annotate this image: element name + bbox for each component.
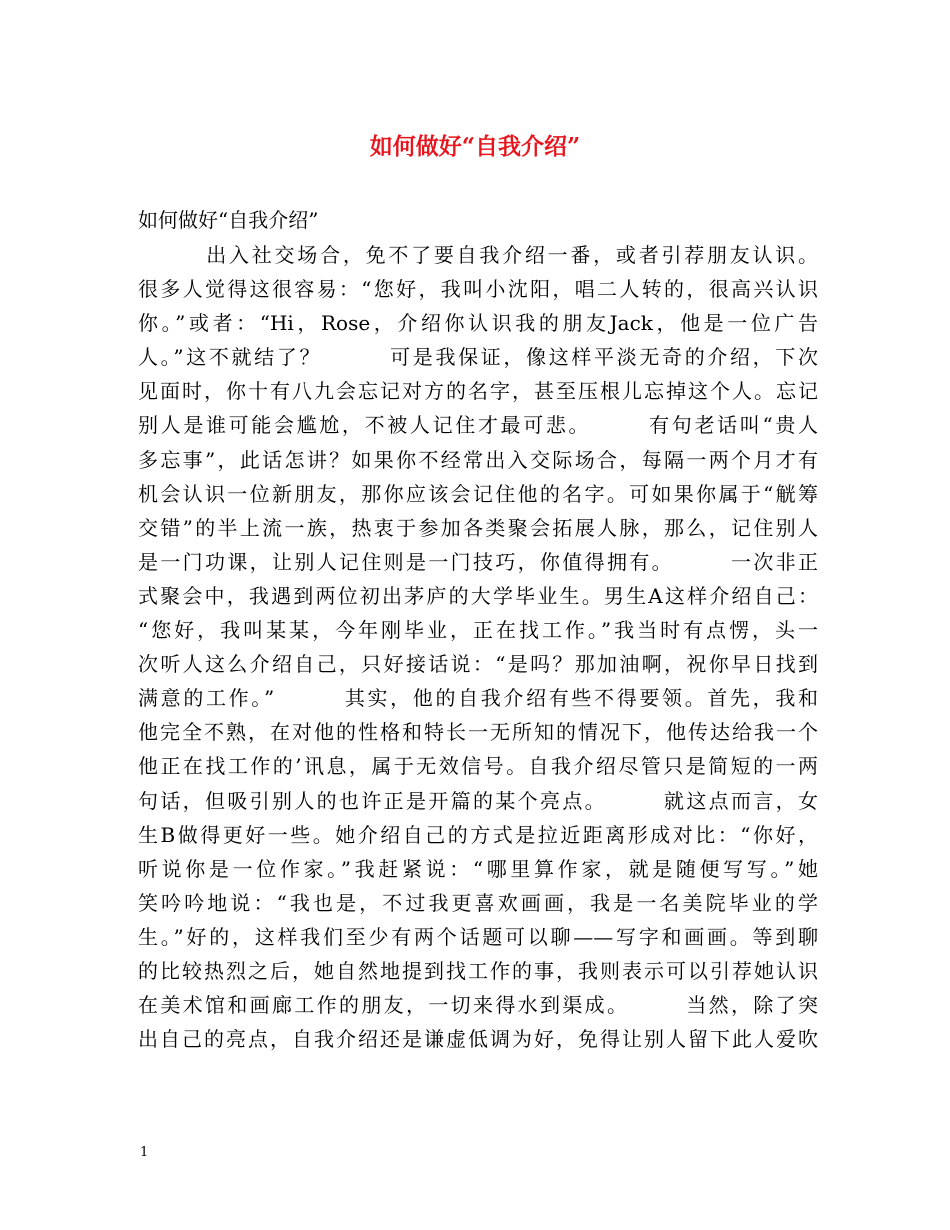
body-line: 交错”的半上流一族，热衷于参加各类聚会拓展人脉，那么，记住别人 (138, 515, 818, 540)
page-number: 1 (140, 1145, 149, 1160)
body-line: 他完全不熟，在对他的性格和特长一无所知的情况下，他传达给我一个 (138, 720, 818, 745)
body-line: 他正在找工作的’讯息，属于无效信号。自我介绍尽管只是简短的一两 (138, 754, 818, 779)
body-line: 机会认识一位新朋友，那你应该会记住他的名字。可如果你属于“觥筹 (138, 481, 818, 506)
body-line: 多忘事”，此话怎讲？如果你不经常出入交际场合，每隔一两个月才有 (138, 447, 818, 472)
article-subtitle: 如何做好“自我介绍” (138, 208, 319, 232)
body-line: 满意的工作。” 其实，他的自我介绍有些不得要领。首先，我和 (138, 686, 818, 711)
body-line: 是一门功课，让别人记住则是一门技巧，你值得拥有。 一次非正 (138, 549, 818, 574)
body-line: 在美术馆和画廊工作的朋友，一切来得水到渠成。 当然，除了突 (138, 993, 818, 1018)
body-line: 生。”好的，这样我们至少有两个话题可以聊——写字和画画。等到聊 (138, 924, 818, 949)
body-line: 很多人觉得这很容易：“您好，我叫小沈阳，唱二人转的，很高兴认识 (138, 277, 818, 302)
body-line: 句话，但吸引别人的也许正是开篇的某个亮点。 就这点而言，女 (138, 788, 818, 813)
body-line: 人。”这不就结了？ 可是我保证，像这样平淡无奇的介绍，下次 (138, 345, 818, 370)
article-body (138, 238, 818, 1056)
body-line: 次听人这么介绍自己，只好接话说：“是吗？那加油啊，祝你早日找到 (138, 652, 818, 677)
body-line: 别人是谁可能会尴尬，不被人记住才最可悲。 有句老话叫“贵人 (138, 413, 818, 438)
page-title: 如何做好“自我介绍” (369, 133, 581, 160)
body-line: 笑吟吟地说：“我也是，不过我更喜欢画画，我是一名美院毕业的学 (138, 890, 818, 915)
body-line: 出自己的亮点，自我介绍还是谦虚低调为好，免得让别人留下此人爱吹 (138, 1027, 818, 1052)
body-line: 见面时，你十有八九会忘记对方的名字，甚至压根儿忘掉这个人。忘记 (138, 379, 818, 404)
body-line: 听说你是一位作家。”我赶紧说：“哪里算作家，就是随便写写。”她 (138, 856, 818, 881)
body-line: 你。”或者：“Hi，Rose，介绍你认识我的朋友Jack，他是一位广告 (138, 311, 818, 336)
body-line: “您好，我叫某某，今年刚毕业，正在找工作。”我当时有点愣，头一 (138, 618, 818, 643)
body-line: 出入社交场合，免不了要自我介绍一番，或者引荐朋友认识。 (138, 243, 818, 267)
body-line: 的比较热烈之后，她自然地提到找工作的事，我则表示可以引荐她认识 (138, 958, 818, 983)
body-line: 生B做得更好一些。她介绍自己的方式是拉近距离形成对比：“你好， (138, 822, 818, 847)
body-line: 式聚会中，我遇到两位初出茅庐的大学毕业生。男生A这样介绍自己： (138, 583, 818, 608)
